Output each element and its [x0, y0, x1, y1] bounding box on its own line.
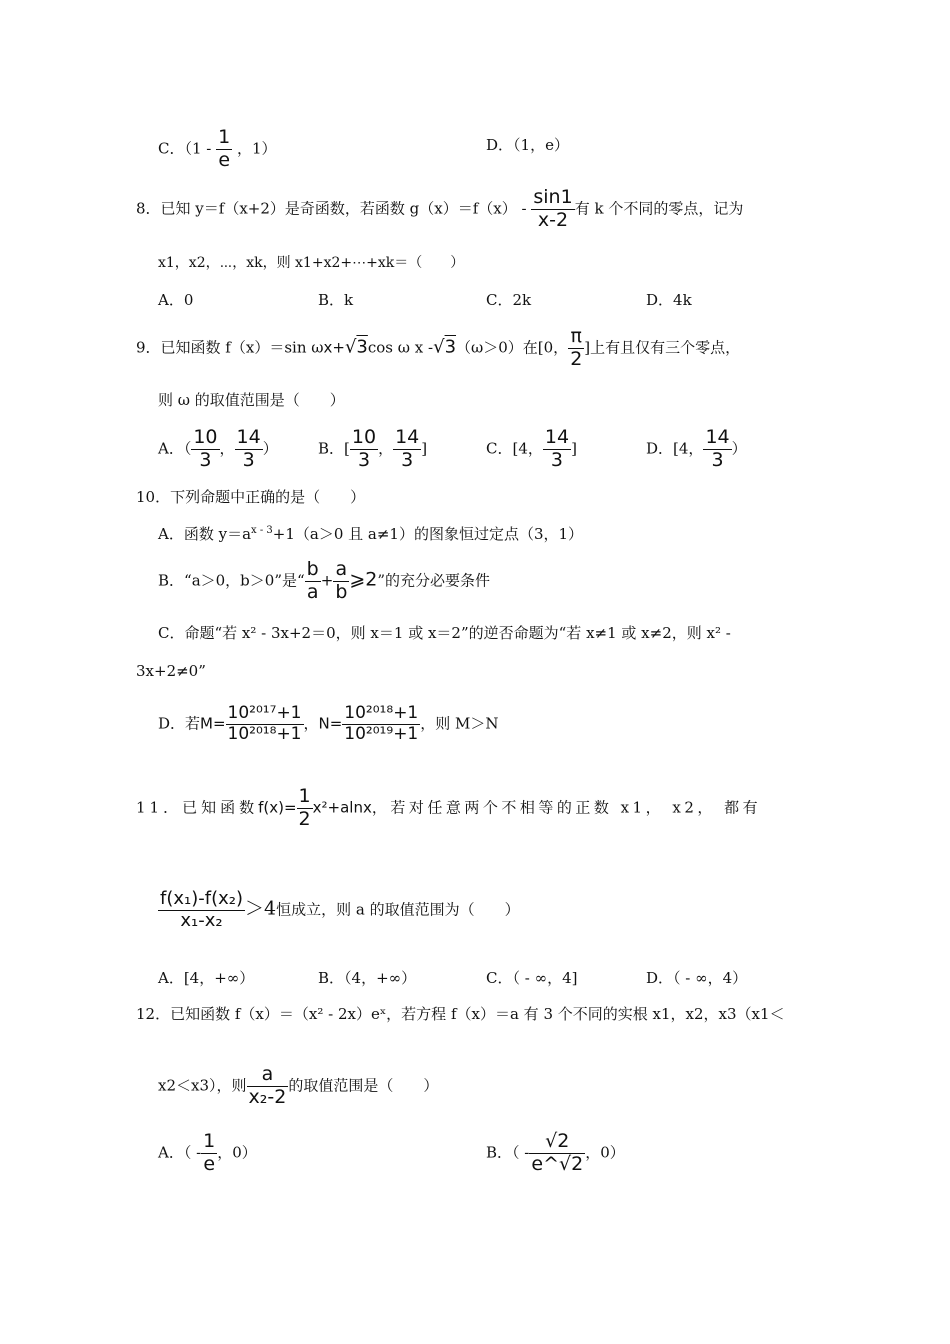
q11-option-a[interactable]: A．[4，+∞）	[158, 969, 255, 987]
q9-option-c[interactable]: C．[4， $\frac{14}{3}$ ]	[486, 426, 577, 471]
q10-option-a[interactable]: A．函数 $y=a^{x - 3}+1(a>0$ 且 a≠1）的图象恒过定点（3，1）	[158, 525, 584, 543]
q10-option-c-line2: 3x+2≠0”	[136, 662, 206, 680]
q12-stem-line1: 12．已知函数 f（x）＝（x² - 2x）eˣ，若方程 f（x）＝a 有 3 个不同的实根 x1，x2，x3（x1＜	[136, 1005, 785, 1023]
q10-stem: 10．下列命题中正确的是（ ）	[136, 488, 366, 506]
q7-c-fraction: $\frac{1}{e}$	[218, 126, 231, 171]
q11-option-c[interactable]: C．（ - ∞，4]	[486, 969, 578, 987]
q11-stem-line2: $\frac{\text{f(x₁)-f(x₂)}}{\text{x₁-x₂}}$ ＞4恒成立，则 a 的取值范围为（ ）	[160, 888, 520, 931]
q7-option-c[interactable]: C．（1 - $\frac{1}{e}$ ，1）	[158, 126, 277, 171]
q9-stem-line1: 9．已知函数 f（x）＝sin ωx+√3cos ω x -√3（ω＞0）在[0， $\frac{\pi}{2}$ ]上有且仅有三个零点，	[136, 325, 741, 370]
sqrt-icon: √3	[344, 336, 368, 358]
q11-option-d[interactable]: D．（ - ∞，4）	[646, 969, 748, 987]
q7-option-d[interactable]: D．（1，e）	[486, 136, 569, 154]
q12-option-a[interactable]: A．（ - $\frac{1}{e}$ ，0）	[158, 1130, 257, 1175]
q9-option-b[interactable]: B．[ $\frac{10}{3}$ ， $\frac{14}{3}$ ]	[318, 426, 428, 471]
q9-option-d[interactable]: D．[4， $\frac{14}{3}$ ）	[646, 426, 747, 471]
q11-stem-line1: 11．已知函数f(x)= $\frac{1}{2}$ x²+alnx，若对任意两个不相等的正数 x1， x2， 都有	[136, 785, 762, 830]
q8-option-b[interactable]: B．k	[318, 291, 354, 309]
q9-pi-fraction: $\frac{\pi}{2}$	[570, 325, 583, 370]
q10-option-d[interactable]: D．若M= $\frac{\text{10²⁰¹⁷+1}}{\text{10²⁰¹⁸+1}}$ ，N= $\frac{\text{10²⁰¹⁸+1}}{\text{10²⁰¹⁹+1}}$ ，则 M＞N	[158, 703, 499, 744]
q12-stem-line2: x2＜x3），则 $\frac{a}{\text{x₂-2}}$ 的取值范围是（ ）	[158, 1063, 439, 1108]
q8-stem-line1: 8．已知 y＝f（x+2）是奇函数，若函数 g（x）＝f（x） - $\frac{\sin 1}{x-2}$ 有 k 个不同的零点，记为	[136, 186, 744, 231]
q8-option-c[interactable]: C．2k	[486, 291, 532, 309]
q8-fraction: $\frac{\sin 1}{x-2}$	[533, 186, 573, 231]
q8-option-a[interactable]: A．0	[158, 291, 194, 309]
q9-option-a[interactable]: A．（ $\frac{10}{3}$ ， $\frac{14}{3}$ ）	[158, 426, 278, 471]
q10-option-b[interactable]: B．“a＞0，b＞0”是“ $\frac{b}{a}$ + $\frac{a}{b}$ ⩾2”的充分必要条件	[158, 558, 491, 603]
q9-stem-line2: 则 ω 的取值范围是（ ）	[158, 391, 345, 409]
q12-option-b[interactable]: B．（ - $\frac{√2}{e\^{}√2}$ ，0）	[486, 1130, 625, 1175]
sqrt-icon: √3	[433, 336, 457, 358]
q10-option-c-line1[interactable]: C．命题“若 x² - 3x+2＝0，则 x＝1 或 x＝2”的逆否命题为“若 x≠1 或 x≠2，则 x² -	[158, 624, 731, 642]
q8-stem-line2: x1，x2，⋯，xk，则 x1+x2+⋯+xk＝（ ）	[158, 255, 465, 271]
q8-option-d[interactable]: D．4k	[646, 291, 692, 309]
q11-option-b[interactable]: B．（4，+∞）	[318, 969, 417, 987]
